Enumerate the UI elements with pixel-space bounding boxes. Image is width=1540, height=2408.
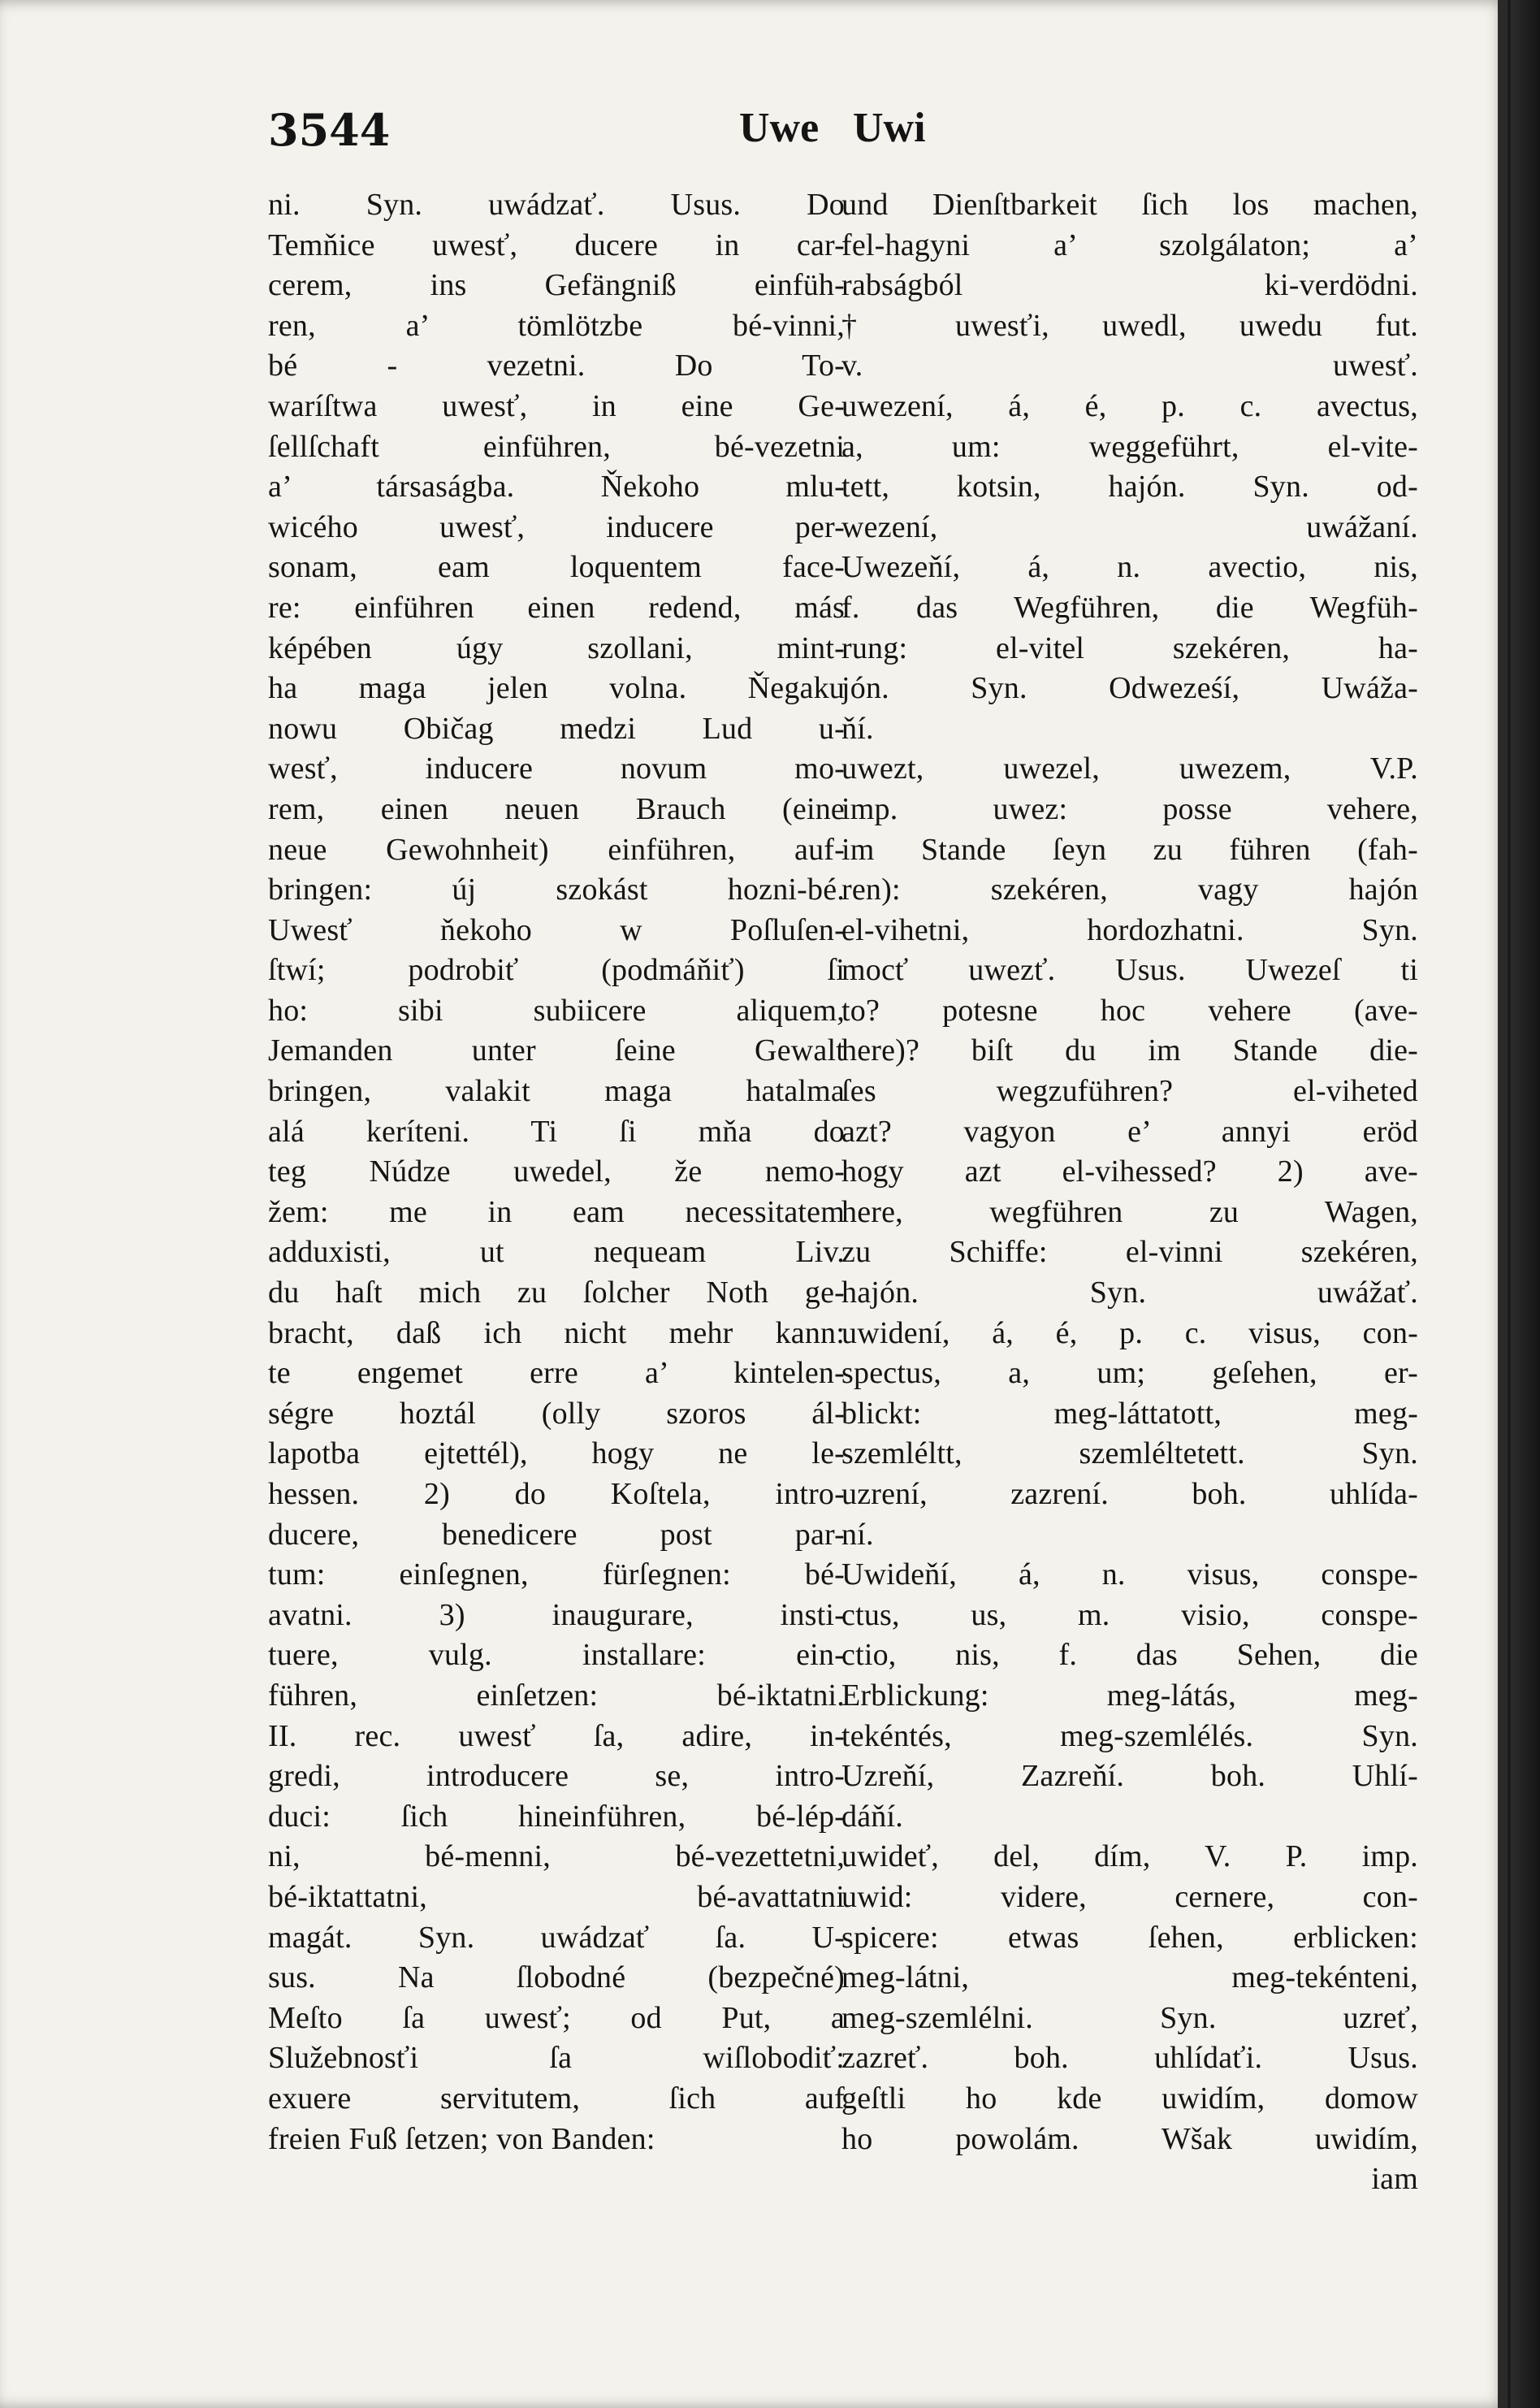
text-line: el-vihetni, hordozhatni. Syn.: [841, 912, 1418, 947]
text-line: Uwideňí, á, n. visus, conspe-: [841, 1557, 1418, 1592]
text-line: wesť, inducere novum mo-: [268, 751, 845, 786]
text-line: wicého uwesť, inducere per-: [268, 509, 845, 544]
text-line: Erblickung: meg-látás, meg-: [841, 1678, 1418, 1713]
text-line: bringen, valakit maga hatalma: [268, 1074, 845, 1109]
running-header: [268, 104, 1421, 169]
text-line: meg-látni, meg-tekénteni,: [841, 1960, 1418, 1995]
header-catchword-left: Uwe: [739, 105, 820, 151]
text-line: waríſtwa uwesť, in eine Ge-: [268, 388, 845, 423]
text-line: tett, kotsin, hajón. Syn. od-: [841, 470, 1418, 505]
text-line: dáňí.: [841, 1799, 903, 1834]
text-line: ſtwí; podrobiť (podmáňiť) ſi: [268, 953, 845, 988]
text-line: lapotba ejtettél), hogy ne le-: [268, 1436, 845, 1471]
text-line: uwideť, del, dím, V. P. imp.: [841, 1839, 1418, 1874]
text-line: uzrení, zazrení. boh. uhlída-: [841, 1477, 1418, 1511]
text-line: uwezení, á, é, p. c. avectus,: [841, 388, 1418, 423]
text-line: meg-szemlélni. Syn. uzreť,: [841, 2000, 1418, 2035]
text-line: Uwesť ňekoho w Poſluſen-: [268, 912, 845, 947]
text-line: uwezt, uwezel, uwezem, V.P.: [841, 751, 1418, 786]
text-line: hessen. 2) do Koſtela, intro-: [268, 1477, 845, 1511]
text-line: ſes wegzuführen? el-viheted: [841, 1074, 1418, 1109]
text-line: cerem, ins Gefängniß einfüh-: [268, 268, 845, 303]
scan-background-edge: [1511, 0, 1540, 2408]
text-line: uwidení, á, é, p. c. visus, con-: [841, 1315, 1418, 1350]
text-line: bé-iktattatni, bé-avattatni: [268, 1879, 845, 1914]
text-line: ni, bé-menni, bé-vezettetni,: [268, 1839, 845, 1874]
text-line: ha maga jelen volna. Ňegaku: [268, 671, 845, 706]
text-line: blickt: meg-láttatott, meg-: [841, 1396, 1418, 1431]
header-catchword-right: Uwi: [853, 105, 926, 151]
text-line: rabságból ki-verdödni.: [841, 268, 1418, 303]
text-line: Uzreňí, Zazreňí. boh. Uhlí-: [841, 1759, 1418, 1794]
text-line: a, um: weggeführt, el-vite-: [841, 429, 1418, 464]
text-line: tum: einſegnen, fürſegnen: bé-: [268, 1557, 845, 1592]
text-line: to? potesne hoc vehere (ave-: [841, 993, 1418, 1028]
text-line: ctus, us, m. visio, conspe-: [841, 1597, 1418, 1632]
text-line: ctio, nis, f. das Sehen, die: [841, 1638, 1418, 1673]
text-line: ho powolám. Wšak uwidím,: [841, 2121, 1418, 2156]
text-line: Meſto ſa uwesť; od Put, a: [268, 2000, 845, 2035]
text-line: fel-hagyni a’ szolgálaton; a’: [841, 227, 1418, 262]
text-line: wezení, uwážaní.: [841, 509, 1418, 544]
text-line: exuere servitutem, ſich auf: [268, 2081, 845, 2116]
text-line: ſellſchaft einführen, bé-vezetni: [268, 429, 845, 464]
text-line: avatni. 3) inaugurare, insti-: [268, 1597, 845, 1632]
text-line: ho: sibi subiicere aliquem,: [268, 993, 845, 1028]
text-line: ducere, benedicere post par-: [268, 1517, 845, 1552]
text-line: nowu Običag medzi Lud u-: [268, 711, 845, 746]
text-line: f. das Wegführen, die Wegfüh-: [841, 590, 1418, 625]
text-line: zazreť. boh. uhlídaťi. Usus.: [841, 2041, 1418, 2076]
text-line: uwid: videre, cernere, con-: [841, 1879, 1418, 1914]
text-line: rung: el-vitel szekéren, ha-: [841, 630, 1418, 665]
text-line: Temňice uwesť, ducere in car-: [268, 227, 845, 262]
text-line: rem, einen neuen Brauch (eine: [268, 791, 845, 826]
text-line: adduxisti, ut nequeam Liv.: [268, 1235, 845, 1270]
text-line: ségre hoztál (olly szoros ál-: [268, 1396, 845, 1431]
text-line: bracht, daß ich nicht mehr kann:: [268, 1315, 845, 1350]
text-line: here, wegführen zu Wagen,: [841, 1194, 1418, 1229]
text-line: sus. Na ſlobodné (bezpečné): [268, 1960, 845, 1995]
page-edge-shadow: [1498, 0, 1508, 2408]
text-line: mocť uwezť. Usus. Uwezeſ ti: [841, 953, 1418, 988]
text-line: † uwesťi, uwedl, uwedu fut.: [841, 308, 1418, 343]
text-line: žem: me in eam necessitatem: [268, 1194, 845, 1229]
text-line: hajón. Syn. uwážať.: [841, 1275, 1418, 1310]
text-line: führen, einſetzen: bé-iktatni.: [268, 1678, 845, 1713]
text-line: ren, a’ tömlötzbe bé-vinni,: [268, 308, 845, 343]
text-line: hogy azt el-vihessed? 2) ave-: [841, 1154, 1418, 1189]
text-line: spicere: etwas ſehen, erblicken:: [841, 1920, 1418, 1955]
catchword-bottom: iam: [1371, 2162, 1418, 2197]
text-line: geſtli ho kde uwidím, domow: [841, 2081, 1418, 2116]
text-line: gredi, introducere se, intro-: [268, 1759, 845, 1794]
text-line: freien Fuß ſetzen; von Banden:: [268, 2121, 655, 2156]
right-text-column: [841, 185, 1418, 2200]
text-line: ni. Syn. uwádzať. Usus. Do: [268, 188, 845, 222]
text-line: tekéntés, meg-szemlélés. Syn.: [841, 1718, 1418, 1753]
text-line: magát. Syn. uwádzať ſa. U-: [268, 1920, 845, 1955]
text-line: Služebnosťi ſa wiſlobodiť:: [268, 2041, 845, 2076]
text-line: bringen: új szokást hozni-bé.: [268, 873, 845, 907]
text-line: ňí.: [841, 711, 874, 746]
text-line: im Stande ſeyn zu führen (fah-: [841, 832, 1418, 867]
text-line: ní.: [841, 1517, 874, 1552]
text-line: spectus, a, um; geſehen, er-: [841, 1356, 1418, 1391]
text-line: tuere, vulg. installare: ein-: [268, 1638, 845, 1673]
text-line: ren): szekéren, vagy hajón: [841, 873, 1418, 907]
text-line: bé - vezetni. Do To-: [268, 349, 845, 383]
text-line: Uwezeňí, á, n. avectio, nis,: [841, 550, 1418, 585]
text-line: und Dienſtbarkeit ſich los machen,: [841, 188, 1418, 222]
text-line: imp. uwez: posse vehere,: [841, 791, 1418, 826]
text-line: szemléltt, szemléltetett. Syn.: [841, 1436, 1418, 1471]
left-text-column: [268, 185, 845, 2159]
text-line: II. rec. uwesť ſa, adire, in-: [268, 1718, 845, 1753]
text-line: képében úgy szollani, mint-: [268, 630, 845, 665]
text-line: neue Gewohnheit) einführen, auf-: [268, 832, 845, 867]
text-line: sonam, eam loquentem face-: [268, 550, 845, 585]
text-line: here)? biſt du im Stande die-: [841, 1033, 1418, 1068]
text-line: te engemet erre a’ kintelen-: [268, 1356, 845, 1391]
page-number: 3544: [268, 104, 391, 156]
text-line: a’ társaságba. Ňekoho mlu-: [268, 470, 845, 505]
text-line: Jemanden unter ſeine Gewalt: [268, 1033, 845, 1068]
text-line: alá keríteni. Ti ſi mňa do: [268, 1114, 845, 1149]
text-line: zu Schiffe: el-vinni szekéren,: [841, 1235, 1418, 1270]
text-line: v. uwesť.: [841, 349, 1418, 383]
text-line: azt? vagyon e’ annyi eröd: [841, 1114, 1418, 1149]
text-line: re: einführen einen redend, más: [268, 590, 845, 625]
text-line: teg Núdze uwedel, že nemo-: [268, 1154, 845, 1189]
text-line: duci: ſich hineinführen, bé-lép-: [268, 1799, 845, 1834]
text-line: jón. Syn. Odweześí, Uwáža-: [841, 671, 1418, 706]
text-line: du haſt mich zu ſolcher Noth ge-: [268, 1275, 845, 1310]
